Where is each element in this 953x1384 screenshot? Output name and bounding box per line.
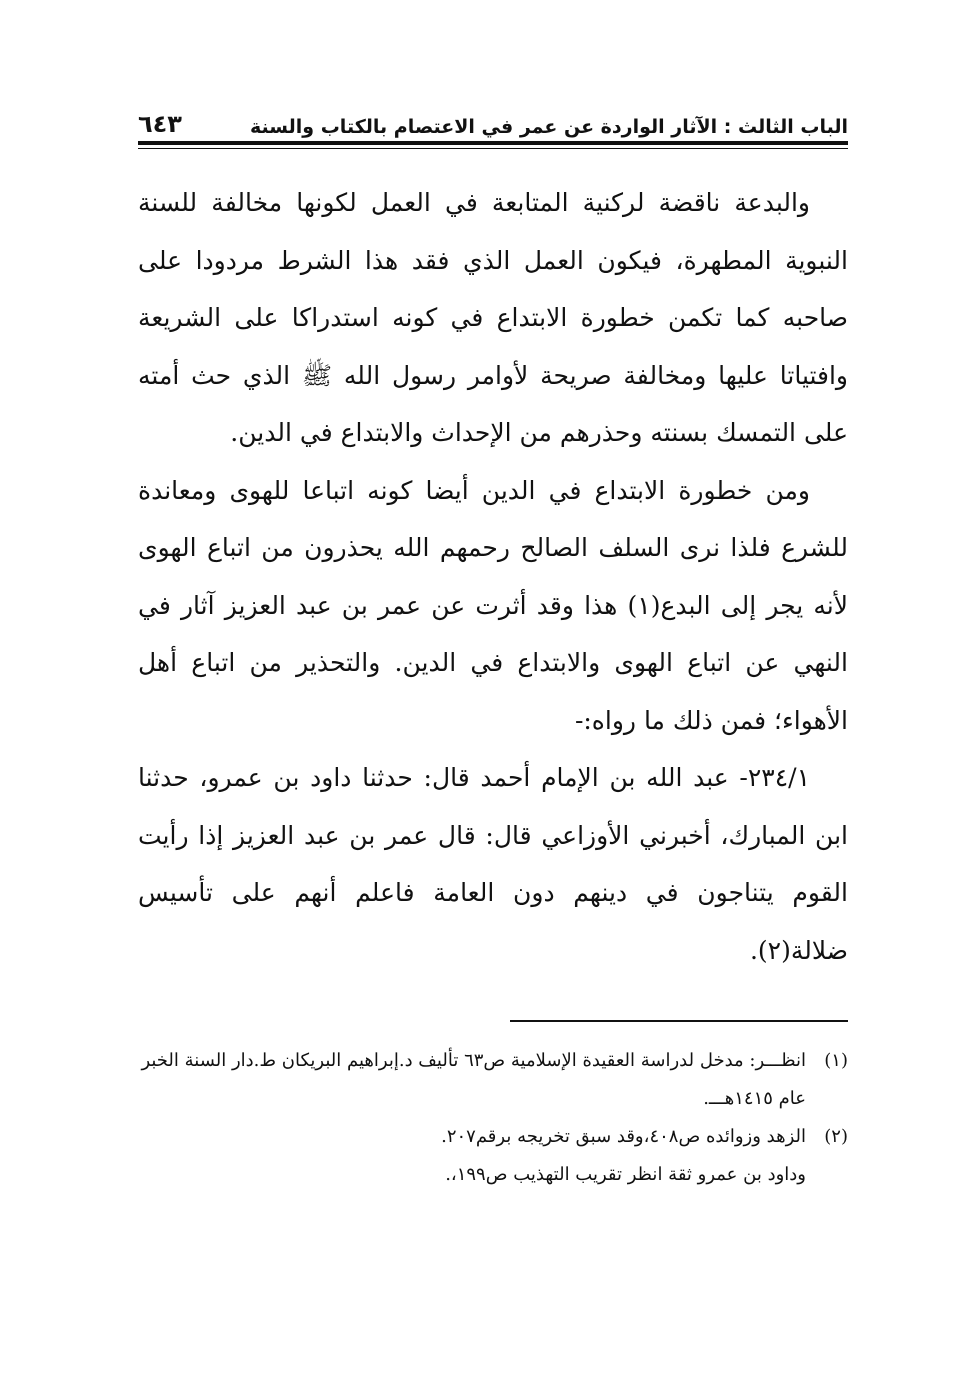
footnote-text: الزهد وزوائده ص٤٠٨،وقد سبق تخريجه برقم٢٠٧. bbox=[441, 1126, 806, 1147]
paragraph: ٢٣٤/١- عبد الله بن الإمام أحمد قال: حدثنا داود بن عمرو، حدثنا ابن المبارك، أخبرني الأوزاعي قال: قال عمر بن عبد العزيز إذا رأيت القوم يتناجون في دينهم دون العامة فاعلم أنهم على تأسيس ضلالة(٢). bbox=[138, 763, 848, 965]
header-rule-thin bbox=[138, 148, 848, 149]
running-header bbox=[138, 98, 848, 138]
footnote-continuation: وداود بن عمرو ثقة انظر تقريب التهذيب ص١٩٩،. bbox=[445, 1164, 806, 1185]
footnote-marker: (١) bbox=[824, 1050, 848, 1071]
page-number: ٦٤٣ bbox=[138, 110, 182, 138]
footnote-marker: (٢) bbox=[824, 1126, 848, 1147]
paragraph: ومن خطورة الابتداع في الدين أيضا كونه اتباعا للهوى ومعاندة للشرع فلذا نرى السلف الصالح رحمهم الله يحذرون من اتباع الهوى لأنه يجر إلى البدع(١) هذا وقد أثرت عن عمر بن عبد العزيز آثار في النهي عن اتباع الهوى والابتداع في الدين. والتحذير من اتباع أهل الأهواء؛ فمن ذلك ما رواه:- bbox=[138, 475, 849, 735]
paragraph: والبدعة ناقضة لركنية المتابعة في العمل لكونها مخالفة للسنة النبوية المطهرة، فيكون العمل الذي فقد هذا الشرط مردودا على صاحبه كما تكمن خطورة الابتداع في كونه استدراكا على الشريعة وافتياتا عليها ومخالفة صريحة لأوامر رسول الله ﷺ الذي حث أمته على التمسك بسنته وحذرهم من الإحداث والابتداع في الدين. bbox=[138, 188, 848, 447]
footnotes bbox=[138, 1042, 848, 1194]
main-text bbox=[138, 174, 848, 979]
footnote bbox=[138, 1118, 848, 1156]
chapter-title: الباب الثالث : الآثار الواردة عن عمر في الاعتصام بالكتاب والسنة bbox=[250, 116, 848, 138]
footnote-separator bbox=[510, 1020, 848, 1022]
footnote bbox=[138, 1042, 848, 1118]
header-rule-thick bbox=[138, 141, 848, 145]
footnote-text: انظـــر: مدخل لدراسة العقيدة الإسلامية ص٦٣ تأليف د.إبراهيم البريكان ط.دار السنة الخبر عام ١٤١٥هـــ. bbox=[141, 1050, 806, 1109]
